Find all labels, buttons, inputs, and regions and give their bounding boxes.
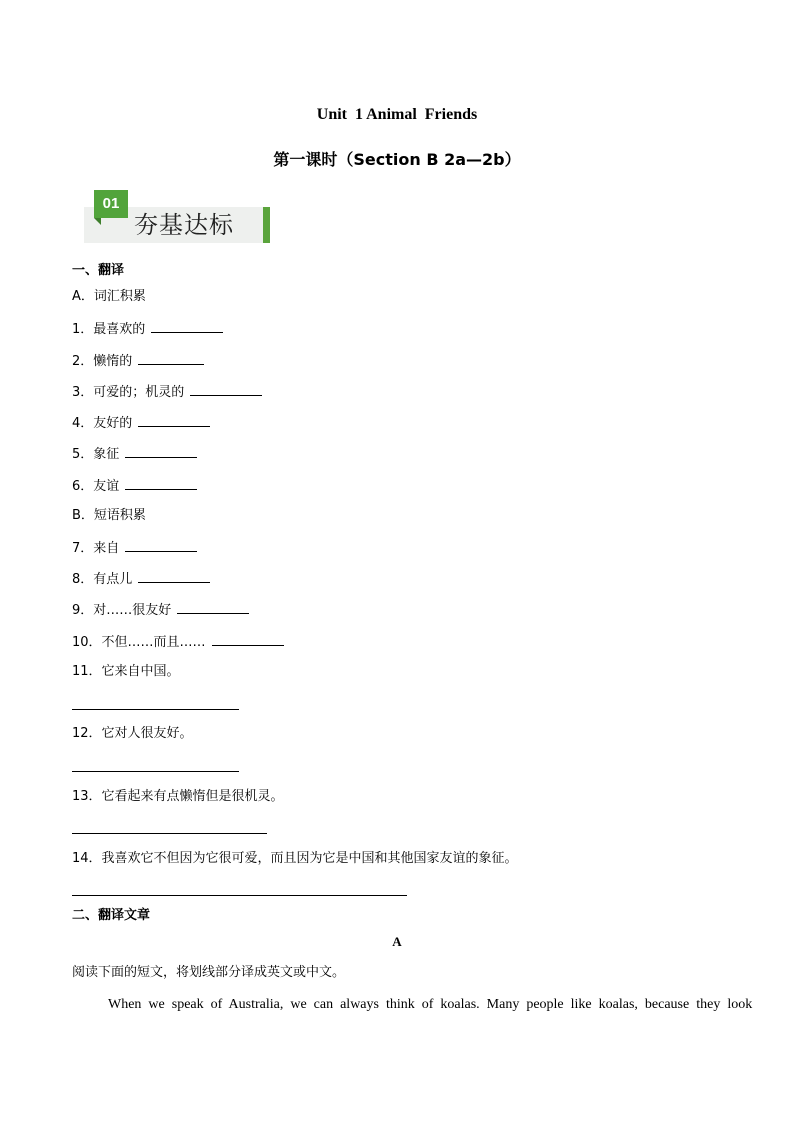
section-banner	[84, 190, 272, 244]
item-text: 9．对……很友好	[72, 603, 172, 618]
answer-blank[interactable]	[190, 382, 262, 396]
item-text: 10．不但……而且……	[72, 635, 206, 650]
answer-blank[interactable]	[138, 569, 210, 583]
phrase-item	[72, 538, 197, 558]
section-heading: 二、翻译文章	[72, 908, 151, 923]
vocab-item	[72, 319, 223, 339]
answer-blank[interactable]	[125, 538, 197, 552]
phrase-item	[72, 600, 249, 620]
item-text: 6．友谊	[72, 479, 120, 494]
answer-line[interactable]	[72, 833, 267, 834]
page-subtitle: 第一课时（Section B 2a—2b）	[273, 150, 521, 169]
page-title: Unit 1 Animal Friends	[316, 106, 478, 123]
sentence-item: 13．它看起来有点懒惰但是很机灵。	[72, 789, 284, 804]
banner-label: 夯基达标	[134, 211, 234, 239]
vocab-item	[72, 444, 197, 464]
answer-blank[interactable]	[125, 444, 197, 458]
item-text: 1．最喜欢的	[72, 322, 146, 337]
banner-number: 01	[94, 190, 128, 218]
banner-accent-bar	[263, 207, 270, 243]
vocab-item	[72, 476, 197, 496]
answer-blank[interactable]	[125, 476, 197, 490]
answer-blank[interactable]	[138, 351, 204, 365]
item-text: 3．可爱的；机灵的	[72, 385, 185, 400]
item-text: 4．友好的	[72, 416, 133, 431]
sentence-item: 12．它对人很友好。	[72, 726, 193, 741]
item-text: 8．有点儿	[72, 572, 133, 587]
phrase-item	[72, 569, 210, 589]
answer-blank[interactable]	[138, 413, 210, 427]
answer-blank[interactable]	[212, 632, 284, 646]
vocab-item	[72, 351, 204, 371]
part-heading: B．短语积累	[72, 508, 146, 523]
answer-line[interactable]	[72, 771, 239, 772]
answer-line[interactable]	[72, 895, 407, 896]
vocab-item	[72, 413, 210, 433]
banner-tag-tail	[94, 218, 101, 225]
section-heading: 一、翻译	[72, 263, 125, 278]
item-text: 7．来自	[72, 541, 120, 556]
sentence-item: 14．我喜欢它不但因为它很可爱，而且因为它是中国和其他国家友谊的象征。	[72, 851, 518, 866]
passage-label: A	[392, 934, 402, 949]
answer-blank[interactable]	[151, 319, 223, 333]
part-heading: A．词汇积累	[72, 289, 146, 304]
answer-blank[interactable]	[177, 600, 249, 614]
passage-paragraph: When we speak of Australia, we can always think of koalas. Many people like koalas, because they look	[108, 997, 753, 1012]
item-text: 5．象征	[72, 447, 120, 462]
answer-line[interactable]	[72, 709, 239, 710]
instruction-text: 阅读下面的短文，将划线部分译成英文或中文。	[72, 965, 346, 980]
sentence-item: 11．它来自中国。	[72, 664, 180, 679]
vocab-item	[72, 382, 262, 402]
item-text: 2．懒惰的	[72, 354, 133, 369]
phrase-item	[72, 632, 284, 652]
